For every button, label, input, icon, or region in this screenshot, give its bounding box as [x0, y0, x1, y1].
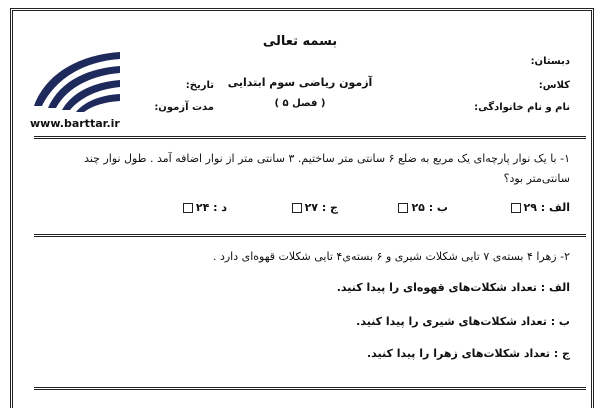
question1-option-c[interactable]: ج : ۲۷: [289, 201, 338, 214]
question1-option-d[interactable]: د : ۲۴: [180, 201, 227, 214]
chapter-label: ( فصل ۵ ): [274, 98, 326, 109]
date-label: تاریخ:: [185, 80, 214, 91]
option-c-checkbox[interactable]: [292, 203, 302, 213]
question1-line1: ۱- با یک نوار پارچه‌ای یک مربع به ضلع ۶ سانتی متر ساختیم. ۳ سانتی متر از نوار اضافه آمد . طول نوار چند: [84, 152, 570, 165]
barttar-logo: [28, 48, 124, 124]
question1-option-a[interactable]: الف : ۲۹: [508, 201, 571, 214]
option-d-checkbox[interactable]: [183, 203, 193, 213]
class-label: کلاس:: [538, 80, 570, 91]
question2-part-a: الف : تعداد شکلات‌های قهوه‌ای را پیدا کنید.: [336, 281, 570, 294]
exam-title: آزمون ریاضی سوم ابتدایی: [227, 76, 373, 89]
logo-url: www.barttar.ir: [30, 117, 120, 130]
header-title: بسمه تعالی: [262, 34, 338, 49]
header-separator: [34, 136, 586, 139]
question1-separator: [34, 234, 586, 237]
question2-separator: [34, 387, 586, 390]
name-label: نام و نام خانوادگی:: [474, 102, 570, 113]
school-label: دبستان:: [530, 56, 570, 67]
question1-option-b[interactable]: ب : ۲۵: [395, 201, 448, 214]
question1-line2: سانتی‌متر بود؟: [503, 172, 570, 185]
question2-part-b: ب : تعداد شکلات‌های شیری را پیدا کنید.: [356, 315, 570, 328]
question2-intro: ۲- زهرا ۴ بسته‌ی ۷ تایی شکلات شیری و ۶ بسته‌ی۴ تایی شکلات قهوه‌ای دارد .: [212, 250, 570, 263]
option-a-checkbox[interactable]: [511, 203, 521, 213]
option-b-checkbox[interactable]: [398, 203, 408, 213]
duration-label: مدت آزمون:: [154, 102, 214, 113]
question2-part-c: ج : تعداد شکلات‌های زهرا را پیدا کنید.: [366, 347, 570, 360]
